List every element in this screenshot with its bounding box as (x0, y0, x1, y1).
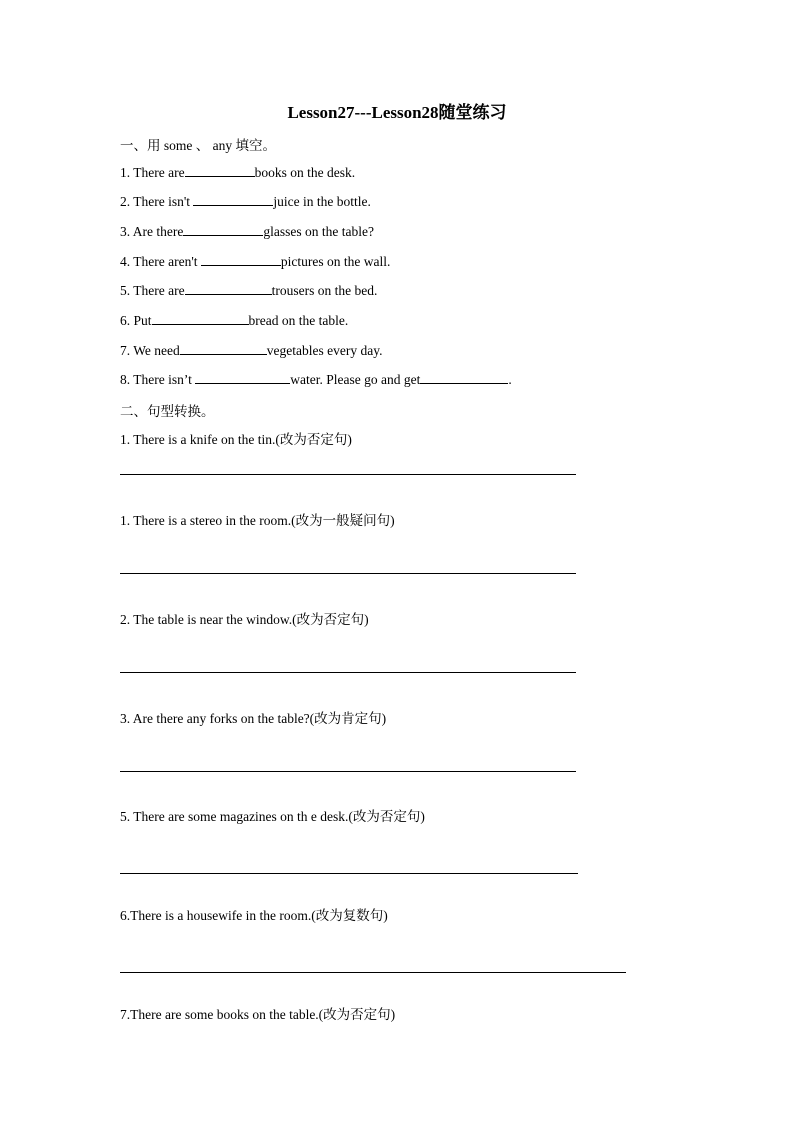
transform-item-3: 2. The table is near the window.(改为否定句) (120, 612, 369, 627)
section1-heading: 一、用 some 、 any 填空。 (120, 138, 276, 153)
answer-line[interactable] (120, 573, 576, 574)
transform-item-7: 7.There are some books on the table.(改为否定句) (120, 1007, 396, 1022)
fill-item-1 (120, 164, 355, 181)
answer-blank[interactable] (420, 371, 508, 384)
fill-item-text-after: trousers on the bed. (271, 283, 378, 298)
fill-item-text-before: 4. There aren't (120, 254, 201, 269)
fill-item-text-before: 7. We need (120, 343, 180, 358)
transform-item-2: 1. There is a stereo in the room.(改为一般疑问句) (120, 513, 395, 528)
fill-item-text-before: 3. Are there (120, 224, 184, 239)
fill-item-4 (120, 253, 390, 270)
answer-line[interactable] (120, 873, 578, 874)
transform-item-5: 5. There are some magazines on th e desk.(改为否定句) (120, 809, 425, 824)
fill-item-text-after: pictures on the wall. (280, 254, 391, 269)
fill-item-text-after: bread on the table. (248, 313, 349, 328)
answer-blank[interactable] (152, 312, 249, 325)
section2-heading: 二、句型转换。 (120, 404, 215, 419)
fill-item-text-before: 6. Put (120, 313, 152, 328)
answer-blank[interactable] (195, 371, 290, 384)
fill-item-text-before: 1. There are (120, 165, 185, 180)
fill-item-text-after: glasses on the table? (263, 224, 374, 239)
transform-item-1: 1. There is a knife on the tin.(改为否定句) (120, 432, 352, 447)
answer-blank[interactable] (180, 342, 267, 355)
fill-item-7 (120, 342, 382, 359)
transform-item-6: 6.There is a housewife in the room.(改为复数句) (120, 908, 388, 923)
page-title: Lesson27---Lesson28随堂练习 (287, 103, 507, 122)
answer-blank[interactable] (185, 164, 255, 177)
answer-line[interactable] (120, 474, 576, 475)
answer-line[interactable] (120, 972, 626, 973)
answer-line[interactable] (120, 771, 576, 772)
fill-item-text-after: . (508, 372, 512, 387)
fill-item-5 (120, 282, 377, 299)
transform-item-4: 3. Are there any forks on the table?(改为肯定句) (120, 711, 387, 726)
fill-item-text-before: 2. There isn't (120, 194, 194, 209)
fill-item-3 (120, 223, 374, 240)
fill-item-text-before: 8. There isn’t (120, 372, 196, 387)
fill-item-text-after: juice in the bottle. (273, 194, 371, 209)
answer-blank[interactable] (185, 282, 272, 295)
fill-item-text-before: 5. There are (120, 283, 185, 298)
answer-line[interactable] (120, 672, 576, 673)
fill-item-8 (120, 371, 512, 388)
fill-item-text-after: vegetables every day. (266, 343, 383, 358)
answer-blank[interactable] (201, 253, 281, 266)
answer-blank[interactable] (183, 223, 263, 236)
fill-item-6 (120, 312, 348, 329)
answer-blank[interactable] (193, 193, 273, 206)
fill-item-text-middle: water. Please go and get (290, 372, 421, 387)
fill-item-2 (120, 193, 371, 210)
fill-item-text-after: books on the desk. (254, 165, 356, 180)
